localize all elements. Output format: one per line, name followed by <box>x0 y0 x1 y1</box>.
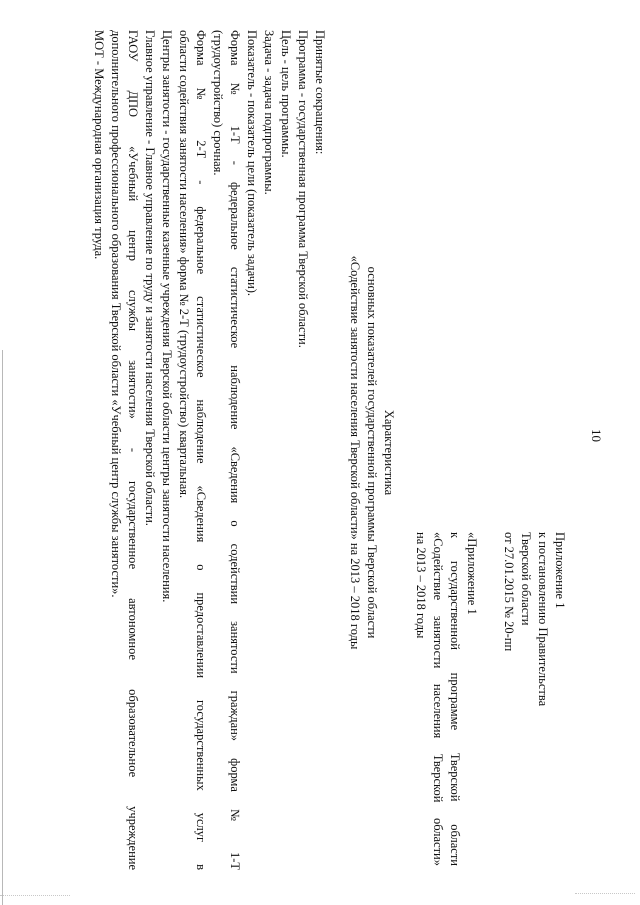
appendix-sub-line: на 2013 – 2018 годы <box>414 532 428 639</box>
abbreviations-heading: Принятые сокращения: <box>313 30 327 155</box>
abbreviation-line: Задача - задача подпрограммы. <box>262 30 276 195</box>
appendix-header-line: Тверской области <box>519 532 533 626</box>
abbreviation-line: дополнительного профессионального образования Тверской области «Учебный центр службы занятости». <box>109 30 123 598</box>
title-line: «Содействие занятости населения Тверской области» на 2013 – 2018 годы <box>348 255 362 650</box>
appendix-sub-line: «Содействие занятости населения Тверской области» <box>431 532 445 866</box>
abbreviation-line: Программа - государственная программа Тверской области. <box>296 30 310 348</box>
title-line: Характеристика <box>382 409 396 496</box>
abbreviation-line: ГАОУ ДПО «Учебный центр службы занятости» - государственное автономное образовательное учреждение <box>126 30 140 870</box>
appendix-header-line: к постановлению Правительства <box>536 532 550 707</box>
appendix-sub-line: к государственной программе Тверской области <box>448 532 462 866</box>
title-line: основных показателей государственной программы Тверской области <box>365 266 379 639</box>
abbreviation-line: (трудоустройство) срочная. <box>211 30 225 176</box>
appendix-header-line: Приложение 1 <box>553 532 567 609</box>
abbreviation-line: Центры занятости - государственные казенные учреждения Тверской области центры занятости населения. <box>160 30 174 603</box>
appendix-sub-line: «Приложение 1 <box>465 532 479 615</box>
abbreviation-line: Показатель - показатель цели (показатель задачи). <box>245 30 259 297</box>
appendix-header-line: от 27.01.2015 № 20-пп <box>502 532 516 652</box>
abbreviation-line: Форма № 2-Т - федеральное статистическое наблюдение «Сведения о предоставлении государственных услуг в <box>194 30 208 870</box>
abbreviation-line: области содействия занятости населения» форма № 2-Т (трудоустройство) квартальная. <box>177 30 191 499</box>
abbreviation-line: МОТ - Международная организация труда. <box>92 30 106 260</box>
page-number: 10 <box>589 429 604 442</box>
abbreviation-line: Форма № 1-Т - федеральное статистическое наблюдение «Сведения о содействии занятости граждан» форма № 1-Т <box>228 30 242 870</box>
abbreviation-line: Главное управление - Главное управление по труду и занятости населения Тверской области. <box>143 30 157 526</box>
abbreviation-line: Цель - цель программы. <box>279 30 293 158</box>
